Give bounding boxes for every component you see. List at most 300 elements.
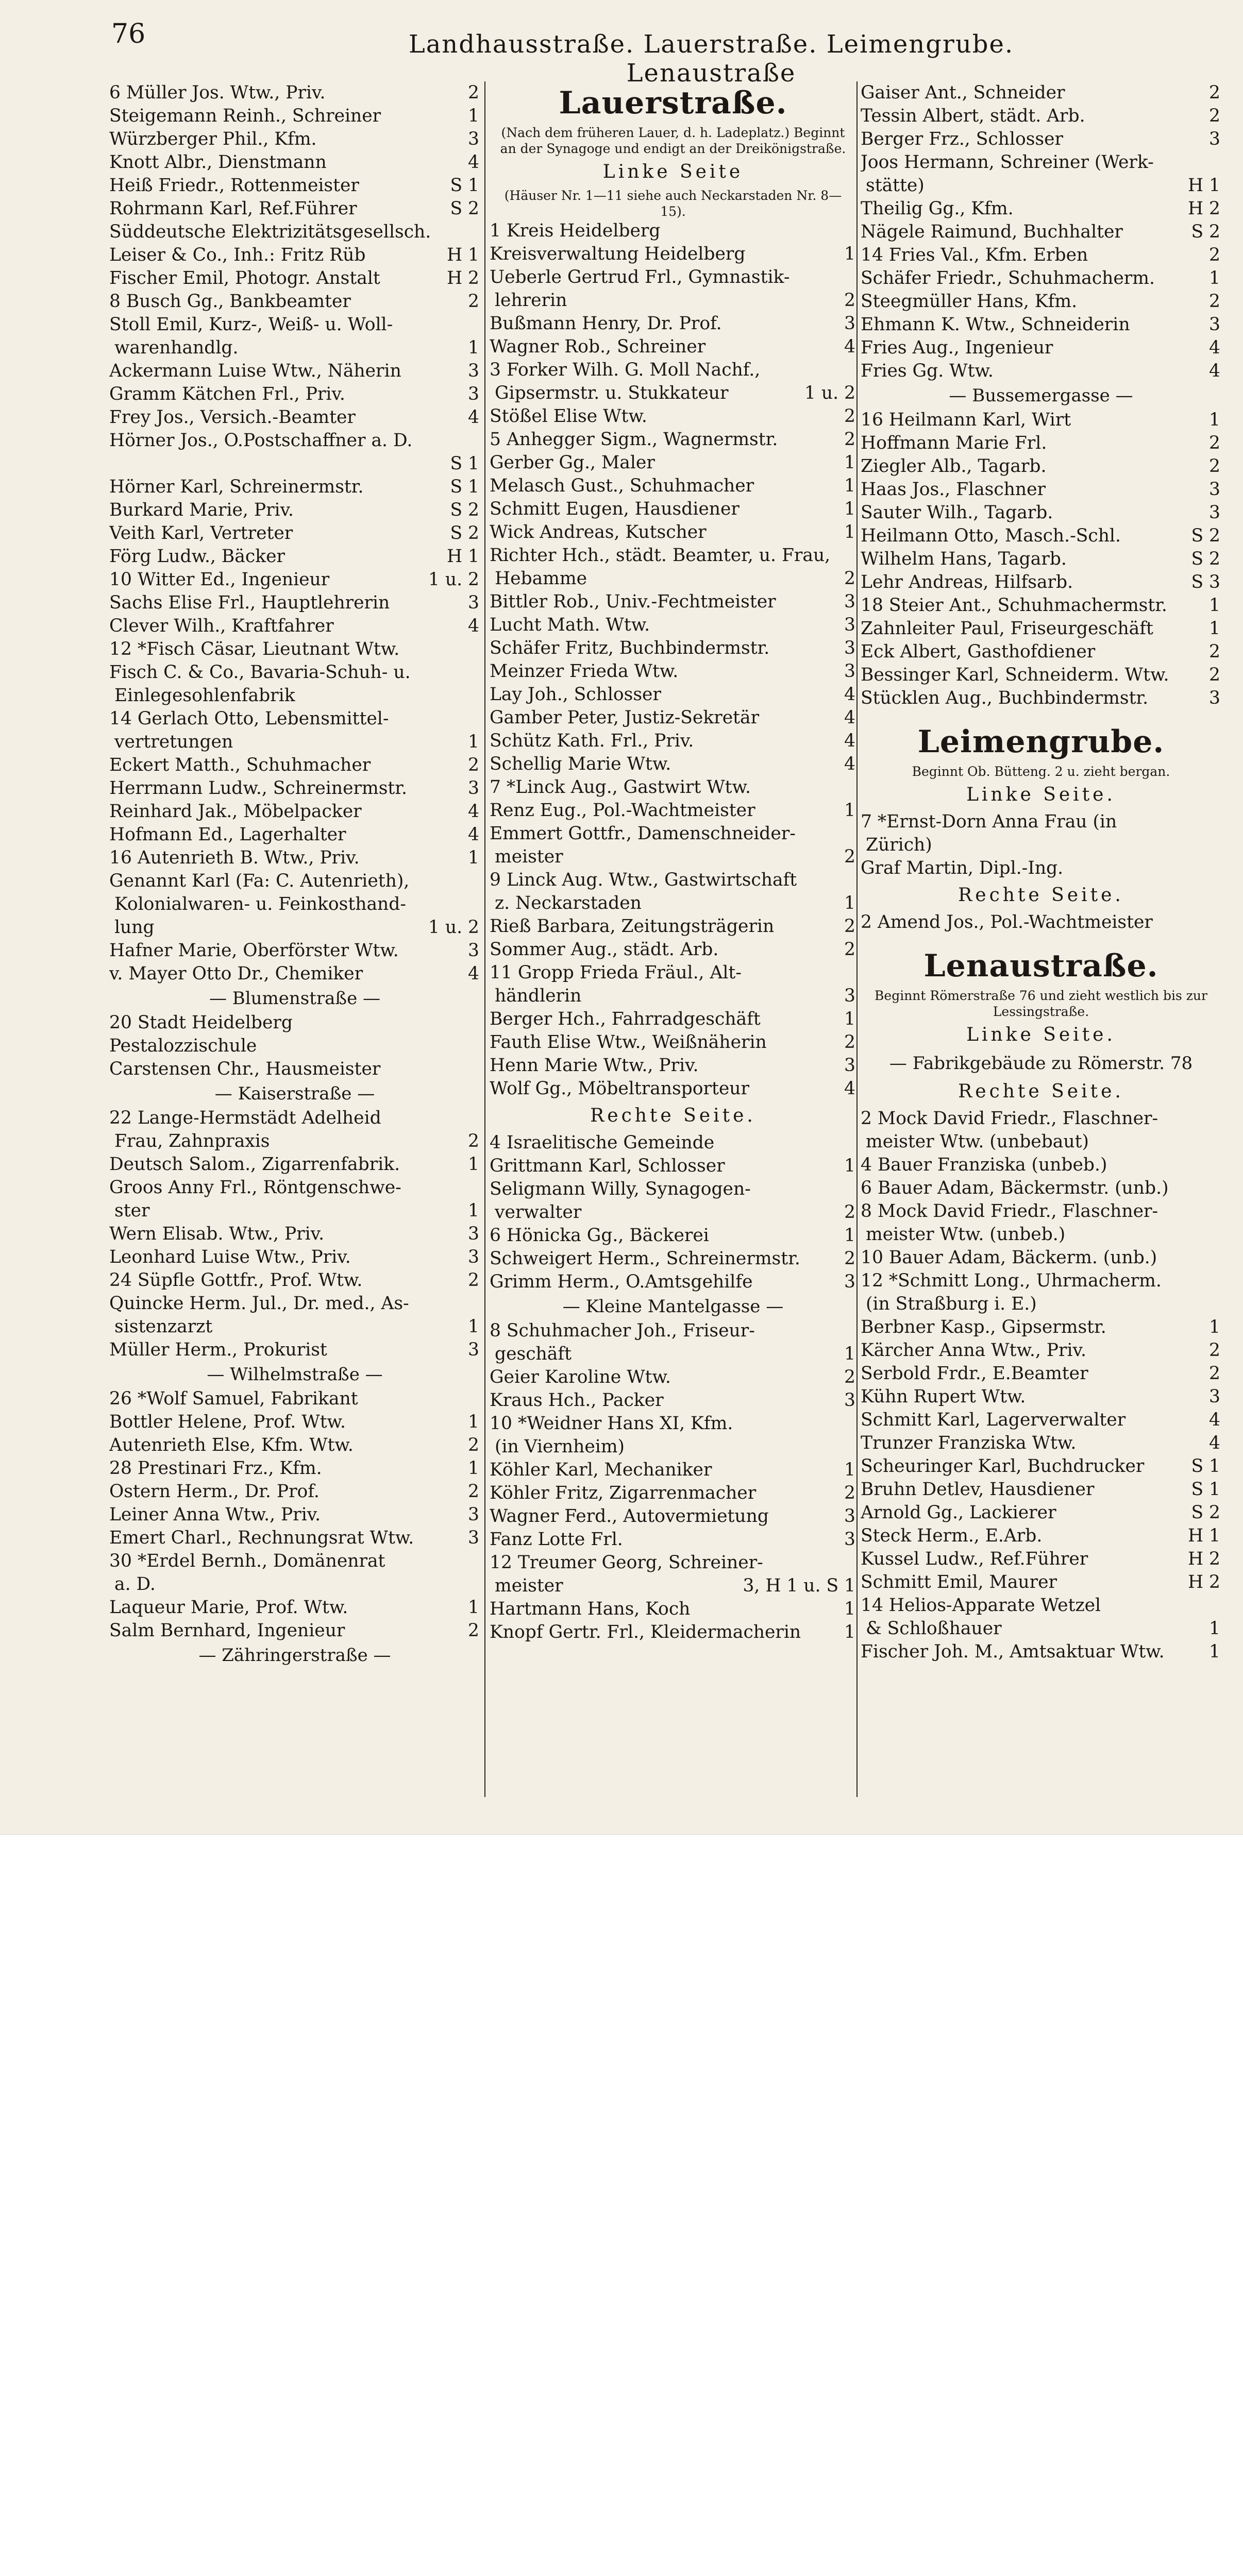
directory-entry <box>490 498 856 521</box>
cross-street-label: — Zähringerstraße — <box>198 1645 391 1666</box>
entry-text: vertretungen <box>114 732 233 752</box>
directory-entry <box>109 128 480 151</box>
directory-entry <box>861 664 1221 687</box>
floor-number: 2 <box>844 1202 855 1223</box>
directory-entry <box>490 451 856 474</box>
entry-text: (in Straßburg i. E.) <box>866 1294 1037 1314</box>
directory-entry <box>861 1362 1221 1385</box>
directory-entry <box>861 1548 1221 1571</box>
entry-text: Förg Ludw., Bäcker <box>109 546 285 567</box>
floor-number: 1 <box>844 800 855 821</box>
entry-text: ster <box>114 1200 150 1221</box>
directory-entry <box>490 799 856 822</box>
directory-column-3 <box>861 81 1221 1797</box>
entry-text: Nägele Raimund, Buchhalter <box>861 222 1123 242</box>
floor-number: 2 <box>844 846 855 867</box>
entry-text: Frau, Zahnpraxis <box>114 1131 270 1151</box>
directory-entry <box>861 1478 1221 1501</box>
directory-entry <box>490 1366 856 1389</box>
cross-street-label: — Fabrikgebäude zu Römerstr. 78 <box>889 1053 1193 1074</box>
entry-text: Ostern Herm., Dr. Prof. <box>109 1481 320 1502</box>
entry-text: Wern Elisab. Wtw., Priv. <box>109 1224 325 1244</box>
entry-text: Schweigert Herm., Schreinermstr. <box>490 1248 800 1269</box>
entry-text: Autenrieth Else, Kfm. Wtw. <box>109 1435 354 1455</box>
floor-number: 1 <box>468 732 479 752</box>
directory-entry-continuation <box>861 1293 1221 1316</box>
floor-number: S 2 <box>450 198 479 219</box>
floor-number: 3 <box>468 384 479 404</box>
floor-number: 4 <box>468 963 479 984</box>
directory-entry <box>490 753 856 776</box>
entry-text: 22 Lange-Hermstädt Adelheid <box>109 1108 381 1128</box>
directory-entry <box>109 267 480 290</box>
directory-entry-continuation <box>490 567 856 590</box>
floor-number: 1 <box>844 1156 855 1176</box>
floor-number: 2 <box>1209 1340 1220 1361</box>
directory-entry <box>861 1246 1221 1269</box>
floor-number: 2 <box>1209 433 1220 453</box>
directory-entry-continuation <box>490 1201 856 1224</box>
entry-text: Bottler Helene, Prof. Wtw. <box>109 1412 346 1432</box>
entry-text: Clever Wilh., Kraftfahrer <box>109 616 334 636</box>
entry-text: lehrerin <box>495 290 567 311</box>
directory-entry <box>861 1107 1221 1130</box>
entry-text: Ackermann Luise Wtw., Näherin <box>109 361 401 381</box>
entry-text: 8 Busch Gg., Bankbeamter <box>109 291 351 312</box>
directory-entry-continuation <box>109 893 480 916</box>
entry-text: 16 Heilmann Karl, Wirt <box>861 410 1071 430</box>
entry-text: Quincke Herm. Jul., Dr. med., As- <box>109 1293 409 1314</box>
directory-entry <box>109 476 480 499</box>
directory-entry <box>490 1031 856 1054</box>
directory-entry <box>861 617 1221 640</box>
directory-entry <box>109 1550 480 1573</box>
entry-text: Schmitt Emil, Maurer <box>861 1572 1057 1592</box>
street-side-label: Rechte Seite. <box>958 1081 1124 1102</box>
directory-entry <box>109 1035 480 1058</box>
floor-number: H 2 <box>1187 1549 1220 1569</box>
floor-number: S 1 <box>450 453 479 474</box>
entry-text: Groos Anny Frl., Röntgenschwe- <box>109 1177 401 1198</box>
floor-number: 1 u. 2 <box>428 917 479 938</box>
floor-number: H 2 <box>446 268 479 289</box>
entry-text: 14 Helios-Apparate Wetzel <box>861 1595 1101 1616</box>
entry-text: Süddeutsche Elektrizitätsgesellsch. <box>109 222 431 242</box>
directory-entry <box>861 1501 1221 1524</box>
floor-number: 2 <box>468 755 479 775</box>
directory-entry <box>109 406 480 429</box>
entry-text: 6 Bauer Adam, Bäckermstr. (unb.) <box>861 1178 1169 1198</box>
entry-text: Bußmann Henry, Dr. Prof. <box>490 313 722 334</box>
directory-entry <box>109 81 480 105</box>
floor-number: 1 <box>468 1458 479 1479</box>
directory-entry <box>109 1176 480 1199</box>
entry-text: Scheuringer Karl, Buchdrucker <box>861 1456 1145 1477</box>
directory-entry <box>109 244 480 267</box>
floor-number: 3 <box>1209 479 1220 500</box>
directory-entry-continuation <box>861 1223 1221 1246</box>
entry-text: Steck Herm., E.Arb. <box>861 1526 1043 1546</box>
street-side-label: Linke Seite <box>602 161 744 182</box>
directory-entry <box>861 267 1221 290</box>
directory-entry-continuation <box>490 382 856 405</box>
floor-number: 3 <box>844 591 855 612</box>
column-divider <box>484 81 485 1797</box>
entry-text: Henn Marie Wtw., Priv. <box>490 1055 699 1076</box>
entry-text: Lay Joh., Schlosser <box>490 684 661 705</box>
floor-number: 3 <box>468 361 479 381</box>
floor-number: 3 <box>468 1528 479 1548</box>
directory-entry <box>109 105 480 128</box>
entry-text: geschäft <box>495 1344 572 1364</box>
entry-text: Bruhn Detlev, Hausdiener <box>861 1479 1095 1500</box>
entry-text: 9 Linck Aug. Wtw., Gastwirtschaft <box>490 870 797 890</box>
cross-street-label: — Kaiserstraße — <box>214 1083 375 1104</box>
floor-number: S 2 <box>450 500 479 520</box>
directory-entry <box>861 1571 1221 1594</box>
floor-number: 4 <box>844 731 855 751</box>
directory-entry-continuation <box>490 892 856 915</box>
directory-entry <box>861 1594 1221 1617</box>
directory-entry <box>861 1432 1221 1455</box>
directory-entry <box>490 869 856 892</box>
entry-text: Hoffmann Marie Frl. <box>861 433 1047 453</box>
entry-text: Schmitt Eugen, Hausdiener <box>490 499 740 519</box>
floor-number: S 2 <box>1191 549 1220 569</box>
entry-text: Berger Frz., Schlosser <box>861 129 1064 149</box>
directory-entry <box>109 1292 480 1315</box>
entry-text: 4 Israelitische Gemeinde <box>490 1132 715 1153</box>
directory-entry <box>861 360 1221 383</box>
directory-entry <box>861 1455 1221 1478</box>
entry-text: Lehr Andreas, Hilfsarb. <box>861 572 1073 592</box>
entry-text: Zürich) <box>866 835 932 855</box>
directory-entry <box>490 1551 856 1574</box>
floor-number: 2 <box>1209 82 1220 103</box>
entry-text: Hofmann Ed., Lagerhalter <box>109 824 346 845</box>
entry-text: Schäfer Fritz, Buchbindermstr. <box>490 638 770 658</box>
directory-entry <box>490 822 856 845</box>
directory-entry-continuation <box>490 845 856 869</box>
directory-entry <box>109 1223 480 1246</box>
entry-text: Leonhard Luise Wtw., Priv. <box>109 1247 351 1267</box>
entry-text: Fischer Emil, Photogr. Anstalt <box>109 268 380 289</box>
directory-entry <box>109 870 480 893</box>
floor-number: 4 <box>1209 361 1220 381</box>
directory-entry <box>861 911 1221 934</box>
directory-entry <box>490 776 856 799</box>
directory-entry-continuation <box>109 1573 480 1596</box>
directory-entry <box>861 1339 1221 1362</box>
directory-entry <box>861 1200 1221 1223</box>
street-description: (Nach dem früheren Lauer, d. h. Ladeplatz.) Beginnt an der Synagoge und endigt an der Dreikönigstraße. <box>500 125 846 156</box>
directory-entry <box>490 1054 856 1077</box>
viewer-footer <box>0 1834 1243 2014</box>
entry-text: händlerin <box>495 986 582 1006</box>
floor-number: 1 <box>844 1599 855 1619</box>
entry-text: 10 Witter Ed., Ingenieur <box>109 569 330 590</box>
floor-number: 4 <box>844 754 855 774</box>
directory-entry <box>109 1619 480 1642</box>
entry-text: Kreisverwaltung Heidelberg <box>490 244 746 264</box>
floor-number: 3 <box>468 1224 479 1244</box>
entry-text: Wick Andreas, Kutscher <box>490 522 707 543</box>
entry-text: Wagner Rob., Schreiner <box>490 336 706 357</box>
entry-text: 11 Gropp Frieda Fräul., Alt- <box>490 962 742 983</box>
floor-number: 2 <box>844 568 855 589</box>
entry-text: Stücklen Aug., Buchbindermstr. <box>861 688 1149 708</box>
directory-entry <box>490 614 856 637</box>
floor-number: 1 <box>844 452 855 473</box>
entry-text: Lucht Math. Wtw. <box>490 615 650 635</box>
floor-number: 2 <box>844 1032 855 1053</box>
directory-entry-continuation <box>490 1574 856 1598</box>
entry-text: Steegmüller Hans, Kfm. <box>861 291 1078 312</box>
entry-text: 1 Kreis Heidelberg <box>490 221 661 241</box>
floor-number: 3 <box>1209 314 1220 335</box>
page-number: 76 <box>111 19 146 49</box>
entry-text: Berger Hch., Fahrradgeschäft <box>490 1009 761 1029</box>
directory-entry <box>109 1153 480 1176</box>
floor-number: 1 <box>844 1344 855 1364</box>
directory-entry <box>109 777 480 800</box>
floor-number: 2 <box>468 1270 479 1291</box>
directory-entry <box>861 336 1221 360</box>
floor-number: S 1 <box>450 477 479 497</box>
directory-entry <box>109 429 480 452</box>
directory-entry <box>490 730 856 753</box>
floor-number: 3 <box>468 1504 479 1525</box>
floor-number: 1 <box>844 893 855 913</box>
entry-text: Gramm Kätchen Frl., Priv. <box>109 384 345 404</box>
entry-text: meister Wtw. (unbebaut) <box>866 1131 1089 1152</box>
floor-number: 3 <box>1209 1386 1220 1407</box>
entry-text: Hörner Karl, Schreinermstr. <box>109 477 364 497</box>
section-gap <box>861 710 1221 720</box>
directory-entry <box>490 312 856 335</box>
floor-number: H 2 <box>1187 198 1220 219</box>
directory-entry <box>861 432 1221 455</box>
entry-text: 7 *Ernst-Dorn Anna Frau (in <box>861 811 1117 832</box>
directory-entry <box>109 939 480 962</box>
directory-entry-continuation <box>490 1343 856 1366</box>
entry-text: Ziegler Alb., Tagarb. <box>861 456 1047 477</box>
floor-number: 4 <box>468 616 479 636</box>
directory-column-2 <box>490 81 856 1797</box>
floor-number: 1 u. 2 <box>804 383 855 403</box>
entry-text: Theilig Gg., Kfm. <box>861 198 1014 219</box>
floor-number: 2 <box>844 1248 855 1269</box>
directory-entry <box>490 660 856 683</box>
floor-number: 2 <box>468 1481 479 1502</box>
floor-number: 3 <box>844 1272 855 1292</box>
floor-number: 2 <box>1209 665 1220 685</box>
directory-entry <box>490 1319 856 1343</box>
entry-text: Haas Jos., Flaschner <box>861 479 1046 500</box>
entry-text: 2 Amend Jos., Pol.-Wachtmeister <box>861 912 1153 933</box>
entry-text: Reinhard Jak., Möbelpacker <box>109 801 362 822</box>
entry-text: Burkard Marie, Priv. <box>109 500 294 520</box>
floor-number: 3, H 1 u. S 1 <box>743 1575 855 1596</box>
entry-text: 18 Steier Ant., Schuhmachermstr. <box>861 595 1167 616</box>
entry-text: v. Mayer Otto Dr., Chemiker <box>109 963 363 984</box>
directory-entry <box>109 1480 480 1503</box>
street-description: Beginnt Römerstraße 76 und zieht westlich bis zur Lessingstraße. <box>875 988 1207 1019</box>
directory-entry <box>109 383 480 406</box>
entry-text: Schmitt Karl, Lagerverwalter <box>861 1410 1126 1430</box>
directory-entry <box>490 637 856 660</box>
floor-number: 3 <box>844 661 855 682</box>
entry-text: Fauth Elise Wtw., Weißnäherin <box>490 1032 767 1053</box>
entry-text: Leiner Anna Wtw., Priv. <box>109 1504 321 1525</box>
floor-number: 1 <box>844 1622 855 1642</box>
entry-text: Genannt Karl (Fa: C. Autenrieth), <box>109 871 410 891</box>
directory-entry <box>109 707 480 731</box>
entry-text: Zahnleiter Paul, Friseurgeschäft <box>861 618 1153 639</box>
directory-entry <box>490 428 856 451</box>
floor-number: 1 <box>844 244 855 264</box>
entry-text: Fries Gg. Wtw. <box>861 361 994 381</box>
directory-entry <box>861 455 1221 478</box>
entry-text: 24 Süpfle Gottfr., Prof. Wtw. <box>109 1270 363 1291</box>
directory-entry <box>490 544 856 567</box>
floor-number: 3 <box>468 1247 479 1267</box>
directory-entry <box>109 846 480 870</box>
floor-number: 2 <box>844 1483 855 1503</box>
cross-street-label: — Blumenstraße — <box>209 988 381 1009</box>
directory-entry <box>490 590 856 614</box>
directory-entry <box>861 197 1221 221</box>
directory-entry <box>490 1528 856 1551</box>
entry-text: Meinzer Frieda Wtw. <box>490 661 679 682</box>
floor-number: 2 <box>844 939 855 960</box>
floor-number: 1 <box>1209 268 1220 289</box>
floor-number: H 1 <box>446 245 479 265</box>
directory-entry-continuation <box>109 684 480 707</box>
floor-number: S 2 <box>1191 222 1220 242</box>
floor-number: 2 <box>844 406 855 427</box>
directory-entry <box>861 221 1221 244</box>
floor-number: 4 <box>1209 1410 1220 1430</box>
directory-entry <box>861 640 1221 664</box>
entry-text: Fanz Lotte Frl. <box>490 1529 623 1550</box>
entry-text: Seligmann Willy, Synagogen- <box>490 1179 751 1199</box>
directory-entry <box>861 524 1221 548</box>
directory-entry <box>861 128 1221 151</box>
entry-text: 20 Stadt Heidelberg <box>109 1012 293 1033</box>
entry-text: Carstensen Chr., Hausmeister <box>109 1059 381 1079</box>
directory-entry <box>490 683 856 706</box>
entry-text: Sachs Elise Frl., Hauptlehrerin <box>109 592 390 613</box>
entry-text: verwalter <box>495 1202 582 1223</box>
entry-text: Gaiser Ant., Schneider <box>861 82 1065 103</box>
directory-entry <box>861 594 1221 617</box>
directory-entry <box>109 522 480 545</box>
floor-number: H 1 <box>1187 1526 1220 1546</box>
entry-text: Fischer Joh. M., Amtsaktuar Wtw. <box>861 1641 1165 1662</box>
floor-number: 1 <box>468 1200 479 1221</box>
directory-entry <box>109 638 480 661</box>
floor-number: 1 <box>1209 1317 1220 1337</box>
floor-number: 2 <box>468 1131 479 1151</box>
entry-text: Deutsch Salom., Zigarrenfabrik. <box>109 1154 400 1175</box>
floor-number: 1 <box>468 1154 479 1175</box>
floor-number: 2 <box>468 291 479 312</box>
directory-entry <box>490 1459 856 1482</box>
entry-text: (in Viernheim) <box>495 1436 625 1457</box>
directory-entry <box>109 1107 480 1130</box>
entry-text: 26 *Wolf Samuel, Fabrikant <box>109 1388 358 1409</box>
floor-number: 1 <box>1209 618 1220 639</box>
directory-entry <box>109 661 480 684</box>
directory-entry <box>490 1131 856 1155</box>
entry-text: lung <box>114 917 155 938</box>
directory-entry-continuation <box>861 1130 1221 1154</box>
entry-text: 6 Müller Jos. Wtw., Priv. <box>109 82 326 103</box>
entry-text: 6 Hönicka Gg., Bäckerei <box>490 1225 709 1246</box>
floor-number: 2 <box>1209 245 1220 265</box>
directory-entry <box>109 754 480 777</box>
floor-number: 3 <box>844 1506 855 1527</box>
directory-entry <box>861 571 1221 594</box>
directory-entry <box>490 1598 856 1621</box>
directory-entry <box>861 1640 1221 1664</box>
entry-text: Wilhelm Hans, Tagarb. <box>861 549 1067 569</box>
directory-entry <box>490 521 856 544</box>
floor-number: 1 <box>468 1316 479 1337</box>
entry-text: Emert Charl., Rechnungsrat Wtw. <box>109 1528 414 1548</box>
cross-street-label: — Wilhelmstraße — <box>207 1364 383 1385</box>
directory-entry <box>109 568 480 591</box>
entry-text: Ehmann K. Wtw., Schneiderin <box>861 314 1130 335</box>
entry-text: Geier Karoline Wtw. <box>490 1367 671 1387</box>
directory-entry <box>861 151 1221 174</box>
floor-number: 3 <box>468 778 479 799</box>
floor-number: 4 <box>844 707 855 728</box>
directory-entry <box>109 1387 480 1411</box>
directory-entry <box>490 1247 856 1270</box>
directory-entry <box>490 706 856 730</box>
directory-entry <box>490 474 856 498</box>
entry-text: Knott Albr., Dienstmann <box>109 152 327 173</box>
floor-number: 1 <box>1209 410 1220 430</box>
entry-text: Serbold Frdr., E.Beamter <box>861 1363 1088 1384</box>
directory-entry <box>490 961 856 985</box>
directory-entry <box>861 81 1221 105</box>
entry-text: 10 *Weidner Hans XI, Kfm. <box>490 1413 733 1434</box>
directory-entry <box>861 548 1221 571</box>
street-heading: Lauerstraße. <box>559 85 787 121</box>
entry-text: Kussel Ludw., Ref.Führer <box>861 1549 1088 1569</box>
floor-number: 3 <box>844 313 855 334</box>
section-gap <box>861 934 1221 944</box>
entry-text: Gerber Gg., Maler <box>490 452 655 473</box>
directory-entry-continuation <box>109 731 480 754</box>
entry-text: Emmert Gottfr., Damenschneider- <box>490 823 796 844</box>
floor-number: 3 <box>468 940 479 961</box>
entry-text: Steigemann Reinh., Schreiner <box>109 106 381 126</box>
directory-entry <box>109 151 480 174</box>
floor-number: 3 <box>468 129 479 149</box>
running-head: Landhausstraße. Lauerstraße. Leimengrube. Lenaustraße <box>408 30 1014 88</box>
entry-text: meister <box>495 846 563 867</box>
entry-text: 8 Schuhmacher Joh., Friseur- <box>490 1320 755 1341</box>
directory-entry-continuation <box>109 452 480 476</box>
directory-entry <box>490 1482 856 1505</box>
floor-number: 1 <box>468 106 479 126</box>
directory-entry <box>109 1058 480 1081</box>
floor-number: 3 <box>844 1055 855 1076</box>
